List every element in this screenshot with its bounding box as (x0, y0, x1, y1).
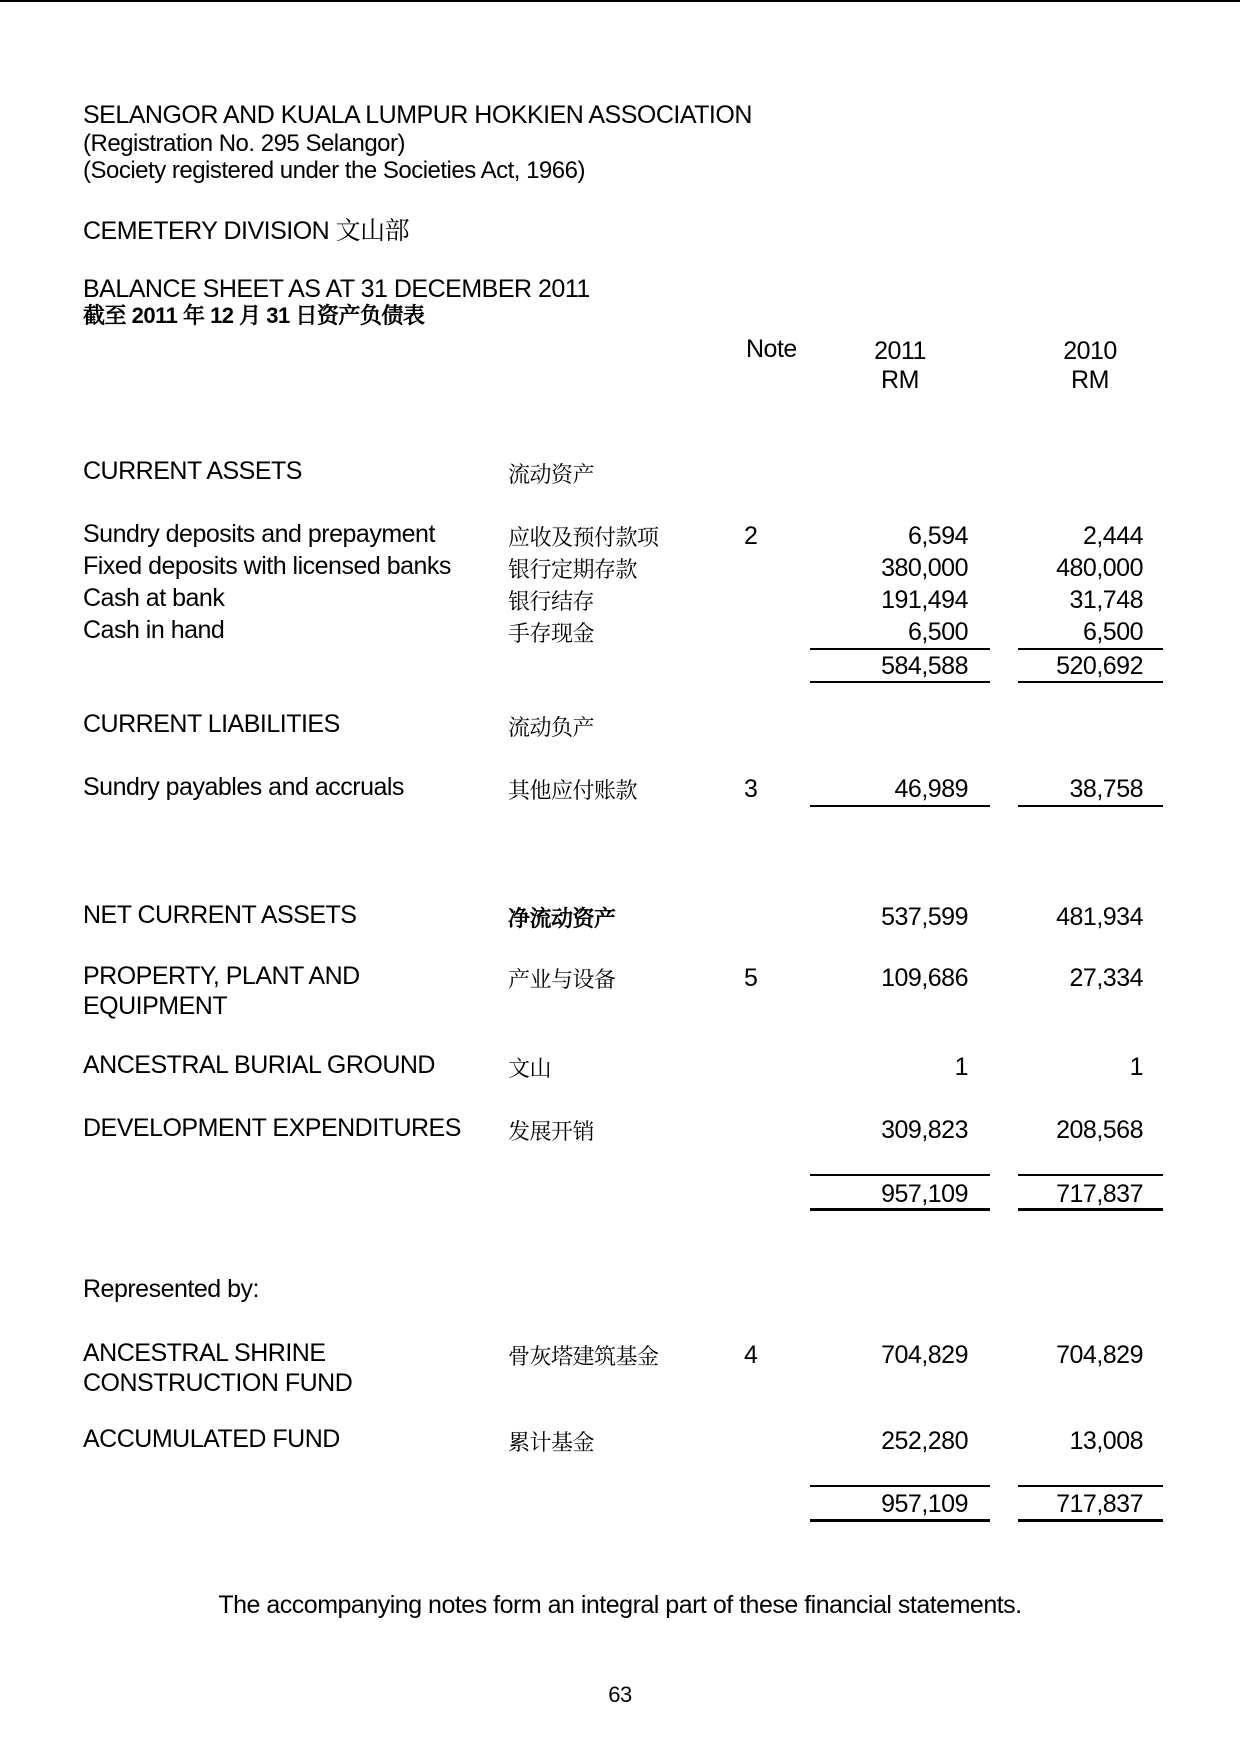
liabilities-rule-2011 (810, 805, 990, 807)
total-assets-2010: 717,837 (1056, 1180, 1143, 1208)
total-rule-2011 (810, 681, 990, 683)
current-liabilities-heading: CURRENT LIABILITIES (83, 710, 340, 738)
fund-total-top-rule-2011 (810, 1485, 990, 1487)
year-2011-header: 2011 RM (874, 337, 926, 394)
current-assets-total-2010: 520,692 (1056, 652, 1143, 680)
fund-total-bottom-rule-2011 (810, 1519, 990, 1522)
document-title: BALANCE SHEET AS AT 31 DECEMBER 2011 (83, 275, 590, 303)
assets-total-bottom-rule-2011 (810, 1208, 990, 1211)
current-assets-total-2011: 584,588 (881, 652, 968, 680)
current-assets-heading: CURRENT ASSETS (83, 457, 302, 485)
year-2010-header: 2010 RM (1063, 337, 1117, 394)
current-liabilities-heading-zh: 流动负产 (508, 715, 595, 740)
registration-number: (Registration No. 295 Selangor) (83, 130, 406, 157)
fund-total-top-rule-2010 (1018, 1485, 1163, 1487)
liabilities-rule-2010 (1018, 805, 1163, 807)
fund-total-bottom-rule-2010 (1018, 1519, 1163, 1522)
assets-total-top-rule-2010 (1018, 1174, 1163, 1176)
total-rule-2010 (1018, 681, 1163, 683)
subtotal-rule-2010 (1018, 648, 1163, 650)
fund-total-2011: 957,109 (881, 1490, 968, 1518)
society-statement: (Society registered under the Societies Act, 1966) (83, 157, 585, 184)
page-number: 63 (608, 1682, 632, 1707)
note-column-header: Note (746, 335, 797, 363)
represented-by-heading: Represented by: (83, 1275, 259, 1303)
notes-statement: The accompanying notes form an integral part of these financial statements. (218, 1591, 1022, 1619)
assets-total-bottom-rule-2010 (1018, 1208, 1163, 1211)
current-assets-heading-zh: 流动资产 (508, 462, 595, 487)
top-border (0, 0, 1240, 2)
total-assets-2011: 957,109 (881, 1180, 968, 1208)
fund-total-2010: 717,837 (1056, 1490, 1143, 1518)
subtotal-rule-2011 (810, 648, 990, 650)
document-title-zh: 截至 2011 年 12 月 31 日资产负债表 (83, 303, 425, 328)
assets-total-top-rule-2011 (810, 1174, 990, 1176)
division-title: CEMETERY DIVISION 文山部 (83, 217, 410, 245)
org-name: SELANGOR AND KUALA LUMPUR HOKKIEN ASSOCIATION (83, 101, 752, 129)
